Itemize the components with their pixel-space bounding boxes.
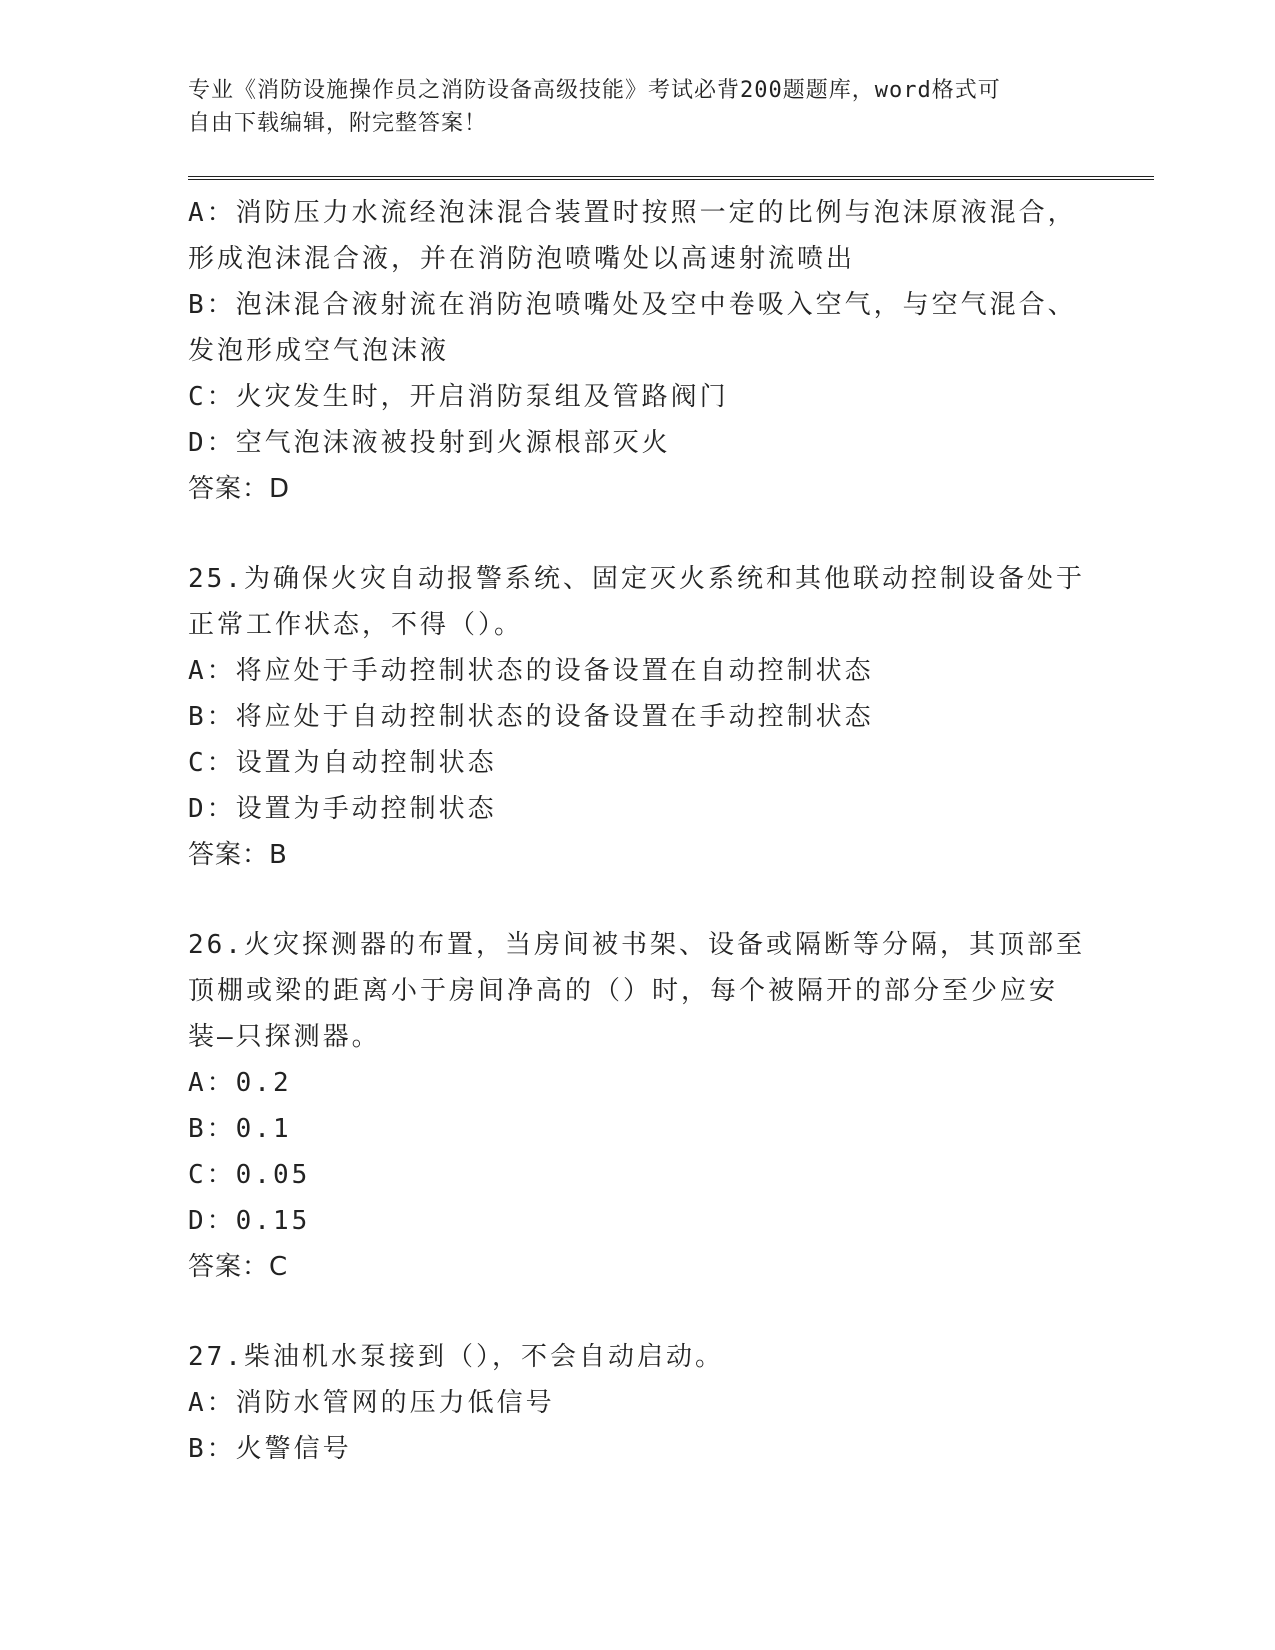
document-header	[188, 74, 1088, 140]
question-list	[188, 190, 1088, 1472]
q24-option-c: C：火灾发生时，开启消防泵组及管路阀门	[188, 382, 729, 412]
header-divider	[188, 176, 1154, 180]
q26-option-b: B：0.1	[188, 1114, 292, 1144]
q26-stem-line-2: 顶棚或梁的距离小于房间净高的（）时，每个被隔开的部分至少应安	[188, 976, 1059, 1006]
q26-answer: 答案：C	[188, 1252, 289, 1282]
spacer	[188, 1290, 1088, 1334]
q27-option-b: B：火警信号	[188, 1434, 352, 1464]
q27-option-a: A：消防水管网的压力低信号	[188, 1388, 555, 1418]
q25-stem-line-1: 25.为确保火灾自动报警系统、固定灭火系统和其他联动控制设备处于	[188, 564, 1085, 594]
q25-option-d: D：设置为手动控制状态	[188, 794, 497, 824]
question-24-block	[188, 190, 1088, 512]
q24-option-d: D：空气泡沫液被投射到火源根部灭火	[188, 428, 671, 458]
q25-option-a: A：将应处于手动控制状态的设备设置在自动控制状态	[188, 656, 874, 686]
q24-option-b-line-2: 发泡形成空气泡沫液	[188, 336, 450, 366]
q25-option-b: B：将应处于自动控制状态的设备设置在手动控制状态	[188, 702, 874, 732]
question-25-block	[188, 556, 1088, 878]
header-title-line-1: 专业《消防设施操作员之消防设备高级技能》考试必背200题题库，word格式可	[188, 78, 1001, 103]
question-26-block	[188, 922, 1088, 1290]
q24-answer: 答案：D	[188, 474, 291, 504]
q26-option-c: C：0.05	[188, 1160, 311, 1190]
q26-stem-line-3: 装—只探测器。	[188, 1022, 381, 1052]
spacer	[188, 512, 1088, 556]
question-27-block	[188, 1334, 1088, 1472]
q25-option-c: C：设置为自动控制状态	[188, 748, 497, 778]
q26-stem-line-1: 26.火灾探测器的布置，当房间被书架、设备或隔断等分隔，其顶部至	[188, 930, 1085, 960]
spacer	[188, 878, 1088, 922]
q26-option-d: D：0.15	[188, 1206, 311, 1236]
q24-option-a-line-2: 形成泡沫混合液，并在消防泡喷嘴处以高速射流喷出	[188, 244, 856, 274]
q24-option-a-line-1: A：消防压力水流经泡沫混合装置时按照一定的比例与泡沫原液混合，	[188, 198, 1077, 228]
q24-option-b-line-1: B：泡沫混合液射流在消防泡喷嘴处及空中卷吸入空气，与空气混合、	[188, 290, 1077, 320]
q26-option-a: A：0.2	[188, 1068, 292, 1098]
q25-answer: 答案：B	[188, 840, 288, 870]
q25-stem-line-2: 正常工作状态，不得（）。	[188, 610, 524, 640]
header-title-line-2: 自由下载编辑，附完整答案！	[188, 111, 488, 136]
q27-stem-line-1: 27.柴油机水泵接到（），不会自动启动。	[188, 1342, 724, 1372]
